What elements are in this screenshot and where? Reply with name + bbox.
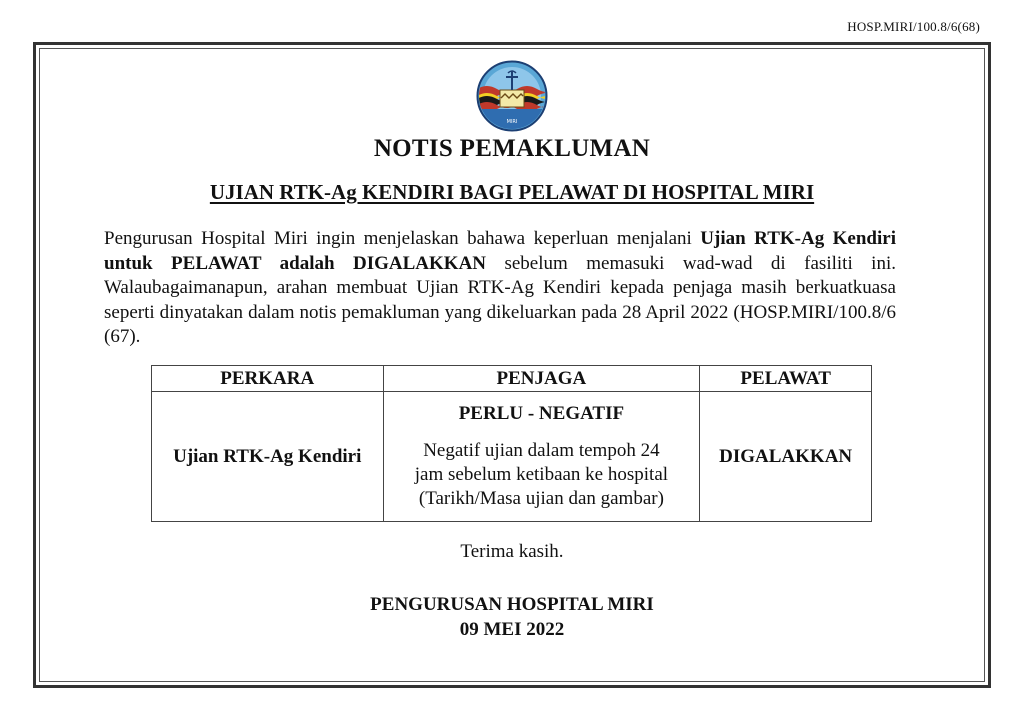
penjaga-note-line-1: Negatif ujian dalam tempoh 24 [423,439,660,461]
paragraph-text-1: Pengurusan Hospital Miri ingin menjelaskan bahawa keperluan menjalani [104,228,701,249]
cell-pelawat: DIGALAKKAN [700,392,872,522]
table-header-row [152,366,872,392]
header-penjaga: PENJAGA [383,366,700,392]
svg-text:MIRI: MIRI [506,119,518,125]
penjaga-requirement: PERLU - NEGATIF [458,402,625,424]
notice-subtitle-text: UJIAN RTK-Ag KENDIRI BAGI PELAWAT DI HOSPITAL MIRI [209,180,815,204]
table-row [152,392,872,522]
header-perkara: PERKARA [152,366,384,392]
penjaga-note-line-3: (Tarikh/Masa ujian dan gambar) [418,487,664,509]
notice-title: NOTIS PEMAKLUMAN [373,135,651,162]
paragraph-bold-text: Ujian RTK-Ag Kendiri untuk PELAWAT adalah DIGALAKKAN [104,228,896,274]
header-pelawat: PELAWAT [700,366,872,392]
hospital-emblem-icon [475,59,549,133]
closing-text: Terima kasih. [460,541,564,562]
signature-org: PENGURUSAN HOSPITAL MIRI [370,594,654,615]
signature-block [0,592,1024,642]
notice-subtitle [0,180,1024,205]
notice-paragraph [104,227,896,350]
reference-number: HOSP.MIRI/100.8/6(68) [847,19,980,34]
cell-penjaga [383,392,700,522]
cell-perkara: Ujian RTK-Ag Kendiri [152,392,384,522]
penjaga-note-line-2: jam sebelum ketibaan ke hospital [414,463,669,485]
requirements-table [151,365,872,522]
signature-date: 09 MEI 2022 [459,619,565,640]
paragraph-text-2: sebelum memasuki wad-wad di fasiliti ini. Walaubagaimanapun, arahan membuat Ujian RTK-Ag Kendiri kepada penjaga masih berkuatkuasa seperti dinyatakan dalam notis pemakluman yang dikeluarkan pada 28 April 2022 (HOSP.MIRI/100.8/6 (67). [104,252,896,347]
